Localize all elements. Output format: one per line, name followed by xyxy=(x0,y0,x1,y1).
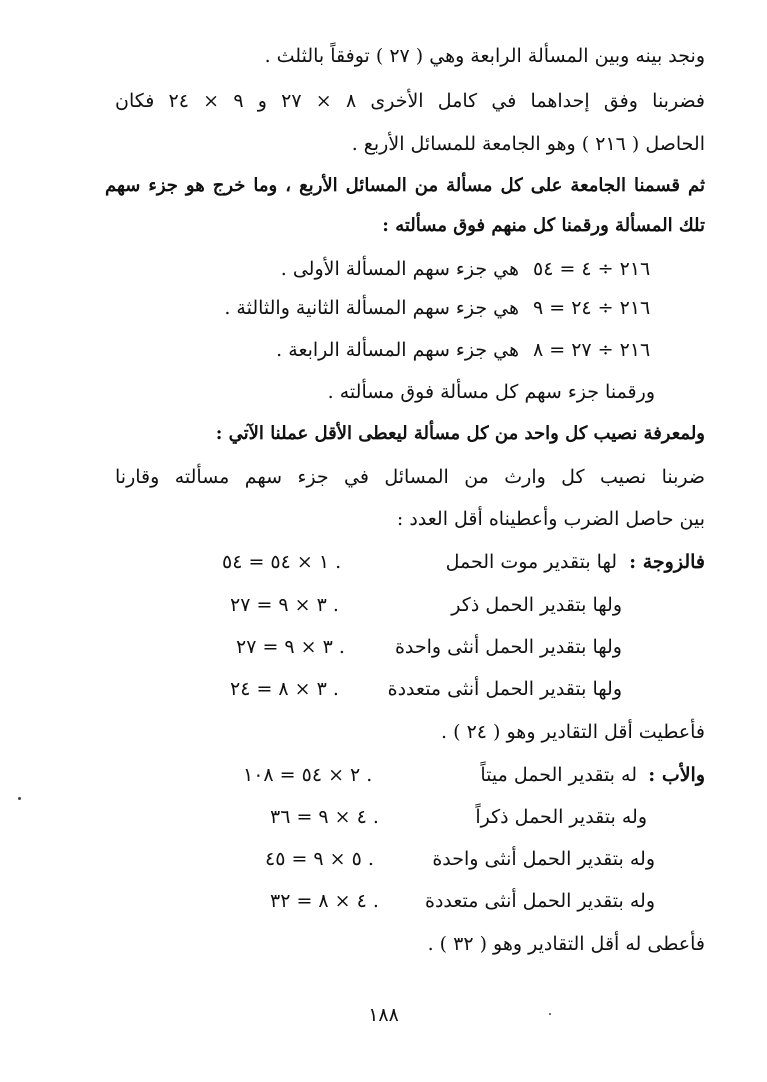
division-expr-2: ٢١٦ ÷ ٢٤ = ٩ xyxy=(533,297,651,319)
multiply-line-1: ضربنا نصيب كل وارث من المسائل في جزء سهم مسألته وقارنا xyxy=(115,466,705,488)
division-text-2: هي جزء سهم المسألة الثانية والثالثة . xyxy=(224,297,519,319)
knowledge-heading: ولمعرفة نصيب كل واحد من كل مسألة ليعطى الأقل عملنا الآتي : xyxy=(215,423,705,444)
division-text-3: هي جزء سهم المسألة الرابعة . xyxy=(276,339,519,361)
wife-result: فأعطيت أقل التقادير وهو ( ٢٤ ) . xyxy=(441,721,705,743)
division-expr-1: ٢١٦ ÷ ٤ = ٥٤ xyxy=(533,258,651,280)
intro-line-4: ثم قسمنا الجامعة على كل مسألة من المسائل الأربع ، وما خرج هو جزء سهم xyxy=(105,175,705,196)
page-number: ١٨٨ xyxy=(368,1004,399,1026)
wife-row-1-expr: ١ × ٥٤ = ٥٤ . xyxy=(222,551,342,573)
division-text-1: هي جزء سهم المسألة الأولى . xyxy=(280,258,519,280)
numbered-line: ورقمنا جزء سهم كل مسألة فوق مسألته . xyxy=(327,381,655,403)
intro-line-1: ونجد بينه وبين المسألة الرابعة وهي ( ٢٧ ) توفقاً بالثلث . xyxy=(264,45,705,67)
wife-row-2-expr: ٣ × ٩ = ٢٧ . xyxy=(230,594,339,616)
wife-row-3-label: ولها بتقدير الحمل أنثى واحدة xyxy=(394,636,622,658)
father-row-1-expr: ٢ × ٥٤ = ١٠٨ . xyxy=(243,764,373,786)
intro-line-5: تلك المسألة ورقمنا كل منهم فوق مسألته : xyxy=(382,215,705,236)
wife-row-2-label: ولها بتقدير الحمل ذكر xyxy=(451,594,622,616)
wife-row-4-label: ولها بتقدير الحمل أنثى متعددة xyxy=(387,678,622,700)
father-result: فأعطى له أقل التقادير وهو ( ٣٢ ) . xyxy=(427,933,705,955)
father-row-4-expr: ٤ × ٨ = ٣٢ . xyxy=(270,890,379,912)
father-heading: والأب : xyxy=(648,764,705,786)
wife-row-4-expr: ٣ × ٨ = ٢٤ . xyxy=(230,678,339,700)
father-row-3-label: وله بتقدير الحمل أنثى واحدة xyxy=(432,848,655,870)
father-row-1-label: له بتقدير الحمل ميتاً xyxy=(480,764,637,786)
father-row-3-expr: ٥ × ٩ = ٤٥ . xyxy=(265,848,374,870)
scan-speck xyxy=(549,1013,551,1015)
wife-row-3-expr: ٣ × ٩ = ٢٧ . xyxy=(236,636,345,658)
multiply-line-2: بين حاصل الضرب وأعطيناه أقل العدد : xyxy=(396,508,705,530)
father-row-2-label: وله بتقدير الحمل ذكراً xyxy=(475,806,647,828)
father-row-2-expr: ٤ × ٩ = ٣٦ . xyxy=(270,806,379,828)
wife-row-1-label: لها بتقدير موت الحمل xyxy=(445,551,617,573)
scan-speck xyxy=(18,797,21,800)
division-expr-3: ٢١٦ ÷ ٢٧ = ٨ xyxy=(533,339,651,361)
father-row-4-label: وله بتقدير الحمل أنثى متعددة xyxy=(425,890,655,912)
intro-line-2: فضربنا وفق إحداهما في كامل الأخرى ٨ × ٢٧ و ٩ × ٢٤ فكان xyxy=(115,90,706,112)
intro-line-3: الحاصل ( ٢١٦ ) وهو الجامعة للمسائل الأربع . xyxy=(351,133,705,155)
wife-heading: فالزوجة : xyxy=(629,551,705,573)
